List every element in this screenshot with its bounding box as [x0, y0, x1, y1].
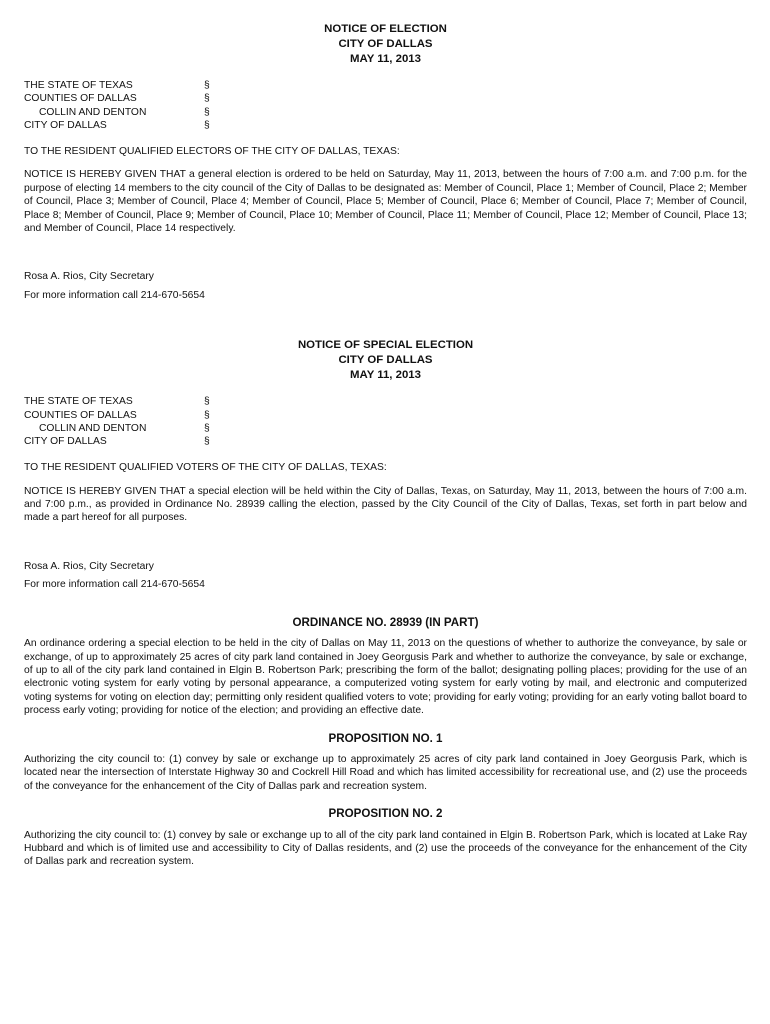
section-mark: § — [204, 80, 210, 91]
section-mark: § — [204, 409, 210, 421]
jurisdiction-line: THE STATE OF TEXAS — [24, 396, 133, 408]
notice1-title-line: MAY 11, 2013 — [350, 53, 421, 65]
notice1-info: For more information call 214-670-5654 — [24, 289, 205, 301]
notice2-addressee: TO THE RESIDENT QUALIFIED VOTERS OF THE CITY OF DALLAS, TEXAS: — [24, 462, 387, 474]
notice2-jurisdiction-block — [24, 395, 747, 449]
proposition-1 — [24, 732, 747, 794]
ordinance-section — [24, 616, 747, 718]
notice1-section-marks — [204, 79, 210, 133]
document-page — [24, 22, 747, 869]
notice1-jurisdiction-block — [24, 79, 747, 133]
ordinance-body: An ordinance ordering a special election to be held in the city of Dallas on May 11, 2013 on the questions of whether to authorize the conveyance, by sale or exchange, of up to approximately 25 acres of city park land contained in Joey Georgusis Park and whether to authorize the conveyance, by sale or exchange, of up to all of the city park land contained in Elgin B. Robertson Park; prescribing the form of the ballot; designating polling places; providing for the use of an electronic voting system for early voting by personal appearance, a computerized voting system for early voting by mail, and electronic and computerized voting systems for voting on election day; permitting only resident qualified voters to vote; providing for early voting; providing for an early voting ballot board to process early voting; providing for notice of the election; and providing an effective date. — [24, 638, 747, 717]
jurisdiction-line: COUNTIES OF DALLAS — [24, 409, 137, 421]
jurisdiction-line: COLLIN AND DENTON — [39, 423, 147, 435]
proposition-body: Authorizing the city council to: (1) convey by sale or exchange up to all of the city park land contained in Elgin B. Robertson Park, which is located at Lake Ray Hubbard and which is of limited use and accessibility to City of Dallas residents, and (2) use the proceeds of the conveyance for the enhancement of the City of Dallas park and recreation system. — [24, 829, 747, 868]
section-mark: § — [204, 423, 210, 435]
notice-of-election — [24, 22, 747, 302]
proposition-body: Authorizing the city council to: (1) convey by sale or exchange up to approximately 25 acres of city park land contained in Joey Georgusis Park, which is located near the intersection of Interstate Highway 30 and Cockrell Hill Road and which has limited accessibility for recreational use, and (2) use the proceeds of the conveyance for the enhancement of the City of Dallas park and recreation system. — [24, 753, 747, 792]
proposition-title: PROPOSITION NO. 2 — [328, 807, 443, 821]
section-mark: § — [204, 120, 210, 132]
notice2-title-line: NOTICE OF SPECIAL ELECTION — [297, 339, 474, 352]
proposition-title: PROPOSITION NO. 1 — [328, 731, 443, 745]
notice1-title-line: CITY OF DALLAS — [338, 38, 433, 50]
jurisdiction-line: THE STATE OF TEXAS — [24, 80, 133, 91]
ordinance-title: ORDINANCE NO. 28939 (IN PART) — [292, 615, 479, 629]
notice2-title — [24, 338, 747, 383]
jurisdiction-line: COUNTIES OF DALLAS — [24, 93, 137, 105]
proposition-2 — [24, 807, 747, 869]
notice2-title-line: CITY OF DALLAS — [338, 354, 433, 367]
section-mark: § — [204, 93, 210, 105]
jurisdiction-line: CITY OF DALLAS — [24, 436, 107, 448]
notice2-info: For more information call 214-670-5654 — [24, 579, 205, 591]
notice2-section-marks — [204, 395, 210, 449]
jurisdiction-line: COLLIN AND DENTON — [39, 106, 147, 118]
notice1-jurisdiction-lines — [24, 79, 146, 133]
section-mark: § — [204, 106, 210, 118]
notice-of-special-election — [24, 338, 747, 591]
notice1-signature: Rosa A. Rios, City Secretary — [24, 271, 154, 283]
notice1-title — [24, 22, 747, 67]
jurisdiction-line: CITY OF DALLAS — [24, 120, 107, 132]
notice1-body: NOTICE IS HEREBY GIVEN THAT a general election is ordered to be held on Saturday, May 11, 2013, between the hours of 7:00 a.m. and 7:00 p.m. for the purpose of electing 14 members to the city council of the City of Dallas to be designated as: Member of Council, Place 1; Member of Council, Place 2; Member of Council, Place 3; Member of Council, Place 4; Member of Council, Place 5; Member of Council, Place 6; Member of Council, Place 7; Member of Council, Place 8; Member of Council, Place 9; Member of Council, Place 10; Member of Council, Place 11; Member of Council, Place 12; Member of Council, Place 13; and Member of Council, Place 14 respectively. — [24, 169, 747, 235]
section-mark: § — [204, 436, 210, 448]
notice2-title-line: MAY 11, 2013 — [350, 369, 421, 382]
notice1-title-line: NOTICE OF ELECTION — [324, 23, 447, 35]
section-mark: § — [204, 396, 210, 408]
notice2-jurisdiction-lines — [24, 395, 146, 449]
notice2-signature: Rosa A. Rios, City Secretary — [24, 560, 154, 572]
notice1-addressee: TO THE RESIDENT QUALIFIED ELECTORS OF THE CITY OF DALLAS, TEXAS: — [24, 146, 400, 157]
notice2-body: NOTICE IS HEREBY GIVEN THAT a special election will be held within the City of Dallas, Texas, on Saturday, May 11, 2013, between the hours of 7:00 a.m. and 7:00 p.m., as provided in Ordinance No. 28939 calling the election, passed by the City Council of the City of Dallas, Texas, set forth in part below and made a part hereof for all purposes. — [24, 485, 747, 524]
